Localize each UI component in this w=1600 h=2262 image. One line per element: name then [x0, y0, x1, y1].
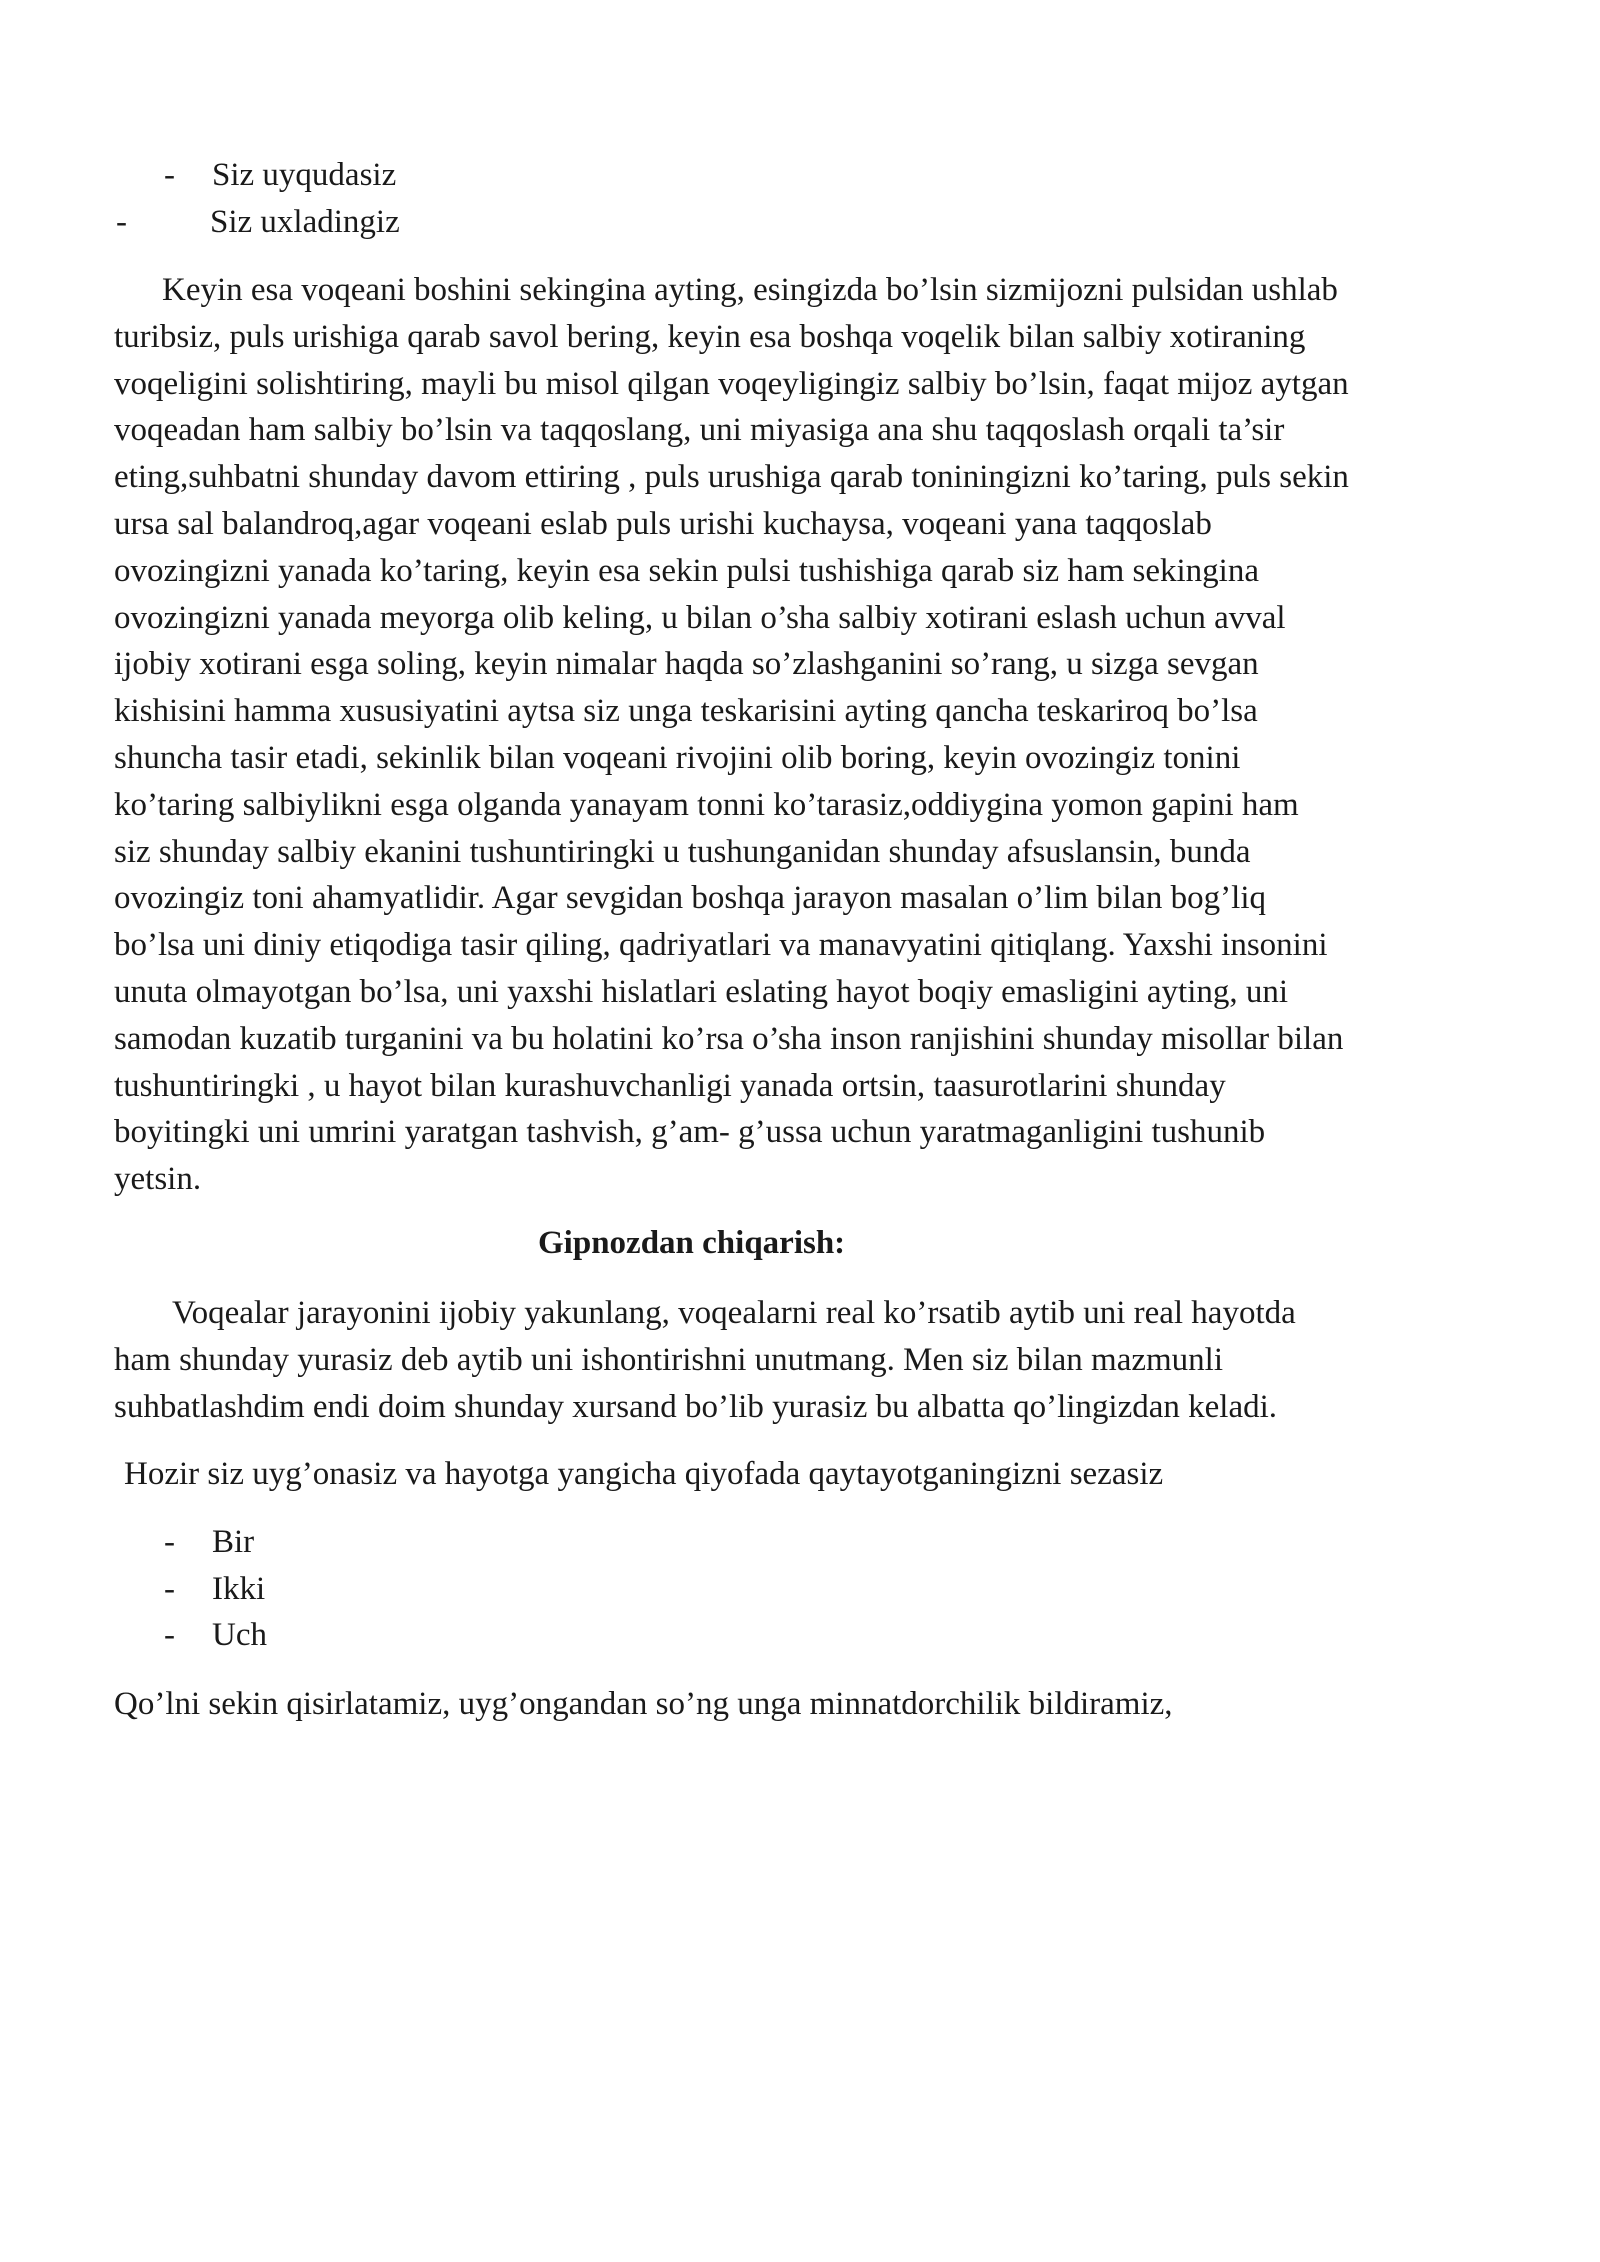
paragraph-line: ursa sal balandroq,agar voqeani eslab puls urishi kuchaysa, voqeani yana taqqoslab — [114, 505, 1212, 542]
paragraph-line: turibsiz, puls urishiga qarab savol bering, keyin esa boshqa voqelik bilan salbiy xotiraning — [114, 318, 1306, 355]
paragraph-line: ovozingizni yanada ko’taring, keyin esa sekin pulsi tushishiga qarab siz ham sekingina — [114, 552, 1259, 589]
paragraph-line: ko’taring salbiylikni esga olganda yanayam tonni ko’tarasiz,oddiygina yomon gapini ham — [114, 786, 1299, 823]
paragraph-line: ijobiy xotirani esga soling, keyin nimalar haqda so’zlashganini so’rang, u sizga sevgan — [114, 646, 1259, 683]
paragraph-line: shuncha tasir etadi, sekinlik bilan voqeani rivojini olib boring, keyin ovozingiz tonini — [114, 739, 1241, 776]
list-dash: - — [164, 157, 175, 193]
paragraph-line: voqeligini solishtiring, mayli bu misol qilgan voqeyligingiz salbiy bo’lsin, faqat mijoz aytgan — [114, 365, 1349, 402]
closing-paragraph — [114, 1290, 1534, 1430]
paragraph-line: unuta olmayotgan bo’lsa, uni yaxshi hislatlari eslating hayot boqiy emasligini ayting, uni — [114, 973, 1289, 1010]
final-sentence: Qo’lni sekin qisirlatamiz, uyg’ongandan so’ng unga minnatdorchilik bildiramiz, — [114, 1686, 1173, 1722]
paragraph-line: siz shunday salbiy ekanini tushuntiringki u tushunganidan shunday afsuslansin, bunda — [114, 833, 1251, 870]
paragraph-line: eting,suhbatni shunday davom ettiring , puls urushiga qarab toniningizni ko’taring, puls sekin — [114, 459, 1349, 496]
paragraph-line: Keyin esa voqeani boshini sekingina ayting, esingizda bo’lsin sizmijozni pulsidan ushlab — [162, 272, 1338, 308]
paragraph-line: voqeadan ham salbiy bo’lsin va taqqoslang, uni miyasiga ana shu taqqoslash orqali ta’sir — [114, 412, 1285, 449]
count-item: Bir — [212, 1524, 255, 1560]
count-item: Uch — [212, 1617, 267, 1653]
list-dash: - — [116, 204, 127, 240]
list-dash: - — [164, 1524, 175, 1560]
paragraph-line: Voqealar jarayonini ijobiy yakunlang, voqealarni real ko’rsatib aytib uni real hayotda — [172, 1295, 1296, 1331]
paragraph-line: tushuntiringki , u hayot bilan kurashuvchanligi yanada ortsin, taasurotlarini shunday — [114, 1067, 1226, 1104]
list-item-text: Siz uyqudasiz — [212, 157, 397, 193]
section-heading: Gipnozdan chiqarish: — [538, 1225, 846, 1261]
paragraph-line: ham shunday yurasiz deb aytib uni ishontirishni unutmang. Men siz bilan mazmunli — [114, 1341, 1223, 1378]
paragraph-line: kishisini hamma xususiyatini aytsa siz unga teskarisini ayting qancha teskariroq bo’lsa — [114, 693, 1258, 730]
paragraph-line: ovozingiz toni ahamyatlidir. Agar sevgidan boshqa jarayon masalan o’lim bilan bog’liq — [114, 880, 1266, 917]
paragraph-line: yetsin. — [114, 1161, 202, 1198]
paragraph-line: boyitingki uni umrini yaratgan tashvish, g’am- g’ussa uchun yaratmaganligini tushunib — [114, 1114, 1266, 1151]
list-item-text: Siz uxladingiz — [210, 204, 400, 240]
paragraph-line: samodan kuzatib turganini va bu holatini ko’rsa o’sha inson ranjishini shunday misollar bilan — [114, 1020, 1344, 1057]
paragraph-line: ovozingizni yanada meyorga olib keling, u bilan o’sha salbiy xotirani eslash uchun avval — [114, 599, 1286, 636]
awakening-sentence: Hozir siz uyg’onasiz va hayotga yangicha qiyofada qaytayotganingizni sezasiz — [124, 1456, 1164, 1492]
paragraph-line: bo’lsa uni diniy etiqodiga tasir qiling, qadriyatlari va manavyatini qitiqlang. Yaxshi insonini — [114, 927, 1328, 964]
main-paragraph — [114, 267, 1534, 1203]
paragraph-line: suhbatlashdim endi doim shunday xursand bo’lib yurasiz bu albatta qo’lingizdan keladi. — [114, 1388, 1278, 1425]
list-dash: - — [164, 1571, 175, 1607]
count-item: Ikki — [212, 1571, 266, 1607]
list-dash: - — [164, 1617, 175, 1653]
